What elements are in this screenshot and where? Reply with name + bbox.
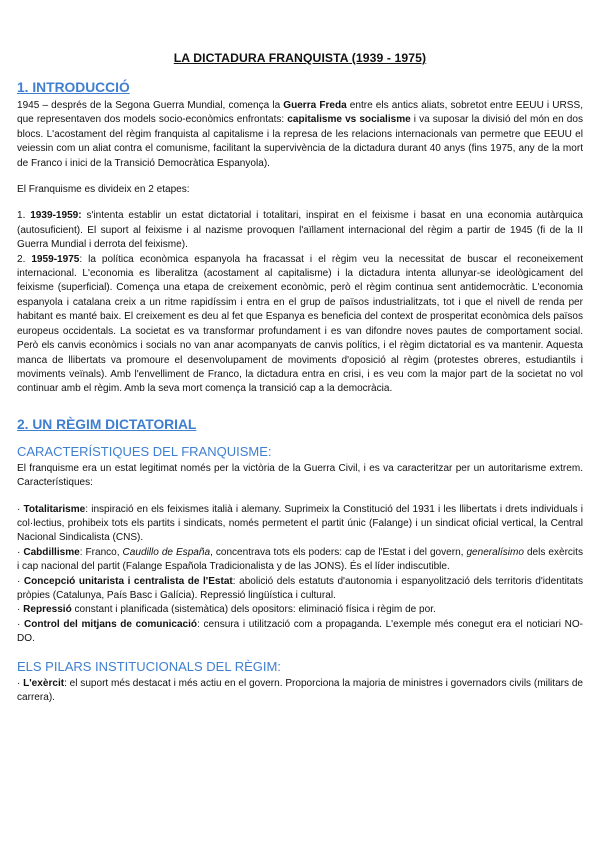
capitalisme-socialisme-term: capitalisme vs socialisme [287,114,411,126]
stage-1-label: 1939-1959: [30,210,82,222]
list-item-exercit: · L'exèrcit: el suport més destacat i més actiu en el govern. Proporciona la majoria de ministres i governadors civils (militars de carrera). [17,677,584,703]
stage-2-label: 1959-1975 [31,253,80,265]
regime-intro-paragraph: El franquisme era un estat legitimat només per la victòria de la Guerra Civil, i es va caracteritzar per un autoritarisme extrem. Característiques: [17,462,583,489]
guerra-freda-term: Guerra Freda [283,100,347,111]
stages-intro: El Franquisme es divideix en 2 etapes: [17,184,190,196]
intro-paragraph: 1945 – després de la Segona Guerra Mundial, comença la Guerra Freda entre els antics aliats, sobretot entre EEUU i URSS, que representaven dos models socio-econòmics enfrontats: capitalisme vs socialisme i va suposar la divisió del món en dos blocs. L'acostament del règim franquista al capitalisme i la represa de les relacions internacionals van permetre que EEUU el veiessin com un aliat contra el comunisme, facilitant la supervivència de la dictadura durant 40 anys (fins 1975, any de la mort de Franco i inici de la Transició Democràtica Espanyola). [17,100,584,169]
list-item-totalitarisme: · Totalitarisme: inspiració en els feixismes italià i alemany. Suprimeix la Constitució del 1931 i les llibertats i drets individuals i col·lectius, prohibeix tots els partits i sindicats, només permetent el partit únic (Falange) i un sindicat oficial vertical, la Central Nacional Sindicalista (CNS). [17,503,583,544]
list-item-control-mitjans: · Control del mitjans de comunicació: censura i utilització com a propaganda. L'exemple més conegut era el noticiari NO-DO. [17,618,583,645]
list-item-unitarista: · Concepció unitarista i centralista de l'Estat: abolició dels estatuts d'autonomia i espanyolització dels territoris d'identitats pròpies (Catalunya, País Basc i Galícia). Repressió lingüística i cultural. [17,575,584,601]
stage-1: 1. 1939-1959: s'intenta establir un estat dictatorial i totalitari, inspirat en el feixisme i basat en una economia autàrquica (autosuficient). El suport al feixisme i al nazisme provoquen l'aïllament internacional del règim a partir de 1945 (fi de la II Guerra Mundial i derrota del feixisme). [17,210,583,251]
section-heading-regim: 2. UN RÈGIM DICTATORIAL [17,416,197,432]
document-title: LA DICTADURA FRANQUISTA (1939 - 1975) [173,51,427,65]
stage-2: 2. 1959-1975: la política econòmica espanyola ha fracassat i el règim veu la necessitat de buscar el reconeixement internacional. L'economia es liberalitza (acostament al capitalisme) i la dictadura intenta allunyar-se ideològicament del feixisme (superficial). Comença una etapa de creixement econòmic, però el règim continua sent antidemocràtic. L'economia espanyola i catalana creix a un ritme rapidíssim i entra en el grup de països industrialitzats, tot i que el nivell de renda per habitant es manté baix. El creixement es deu al fet que Espanya es beneficia del context de prosperitat econòmica dels països europeus occidentals. La societat es va transformar profundament i es van difondre noves pautes de comportament social. Però els canvis econòmics i socials no van anar acompanyats de canvis polítics, i el règim dictatorial es va mantenir. Aquesta manca de llibertats va promoure el desenvolupament de moviments d'oposició al règim (protestes obreres, estudiantils i moviments veïnals). Amb l'envelliment de Franco, la dictadura entra en crisi, i es veu com la major part de la societat no vol continuar amb el règim. Amb la seva mort comença la transició cap a la democràcia. [17,253,583,395]
list-item-repressio: · Repressió constant i planificada (sistemàtica) dels opositors: eliminació física i règim de por. [17,604,436,616]
subheading-caracteristiques: CARACTERÍSTIQUES DEL FRANQUISME: [17,443,272,459]
section-heading-introduccio: 1. INTRODUCCIÓ [17,80,130,95]
list-item-cabdillisme: · Cabdillisme: Franco, Caudillo de España, concentrava tots els poders: cap de l'Estat i del govern, generalísimo dels exèrcits i cap nacional del partit (Falange Española Tradicionalista y de las JONS). És el líder indiscutible. [17,546,583,573]
subheading-pilars: ELS PILARS INSTITUCIONALS DEL RÈGIM: [17,658,281,674]
